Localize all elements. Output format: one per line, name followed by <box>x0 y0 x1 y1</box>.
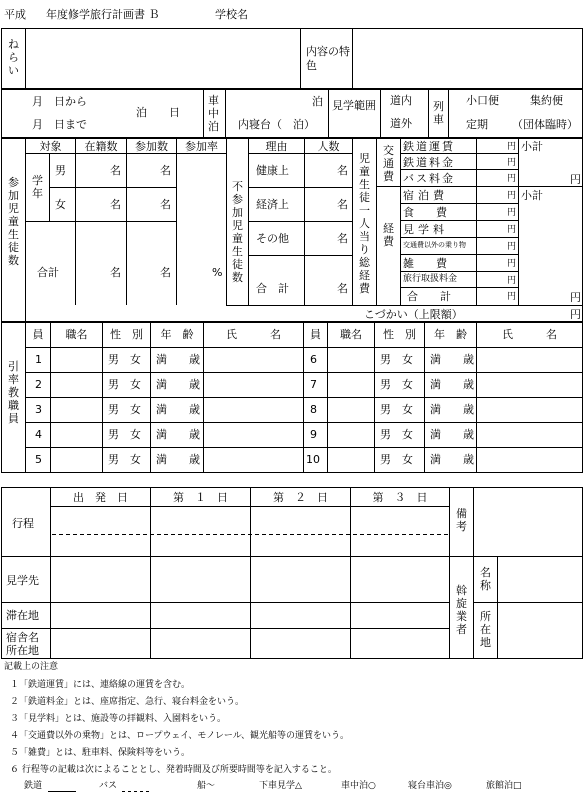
staff-col-age: 年 齢 <box>160 328 194 341</box>
unit-name: 名 <box>337 232 348 245</box>
yen-unit: 円 <box>507 191 517 201</box>
age-field: 満 歳 <box>156 378 200 391</box>
staff-col-gender: 性 別 <box>110 328 143 341</box>
staff-col-title: 職名 <box>340 328 362 341</box>
scope-out: 道外 <box>390 117 412 130</box>
visit-label: 見学先 <box>6 574 39 587</box>
yen-unit: 円 <box>507 276 517 286</box>
small-lot-option[interactable]: 小口便 <box>466 94 499 107</box>
gender-option[interactable]: 男 女 <box>108 378 141 391</box>
consolidated-option[interactable]: 集約便 <box>530 94 563 107</box>
day-3: 第 ３ 日 <box>372 491 428 504</box>
unit-name: 名 <box>160 198 171 211</box>
staff-row-number: 7 <box>310 378 317 391</box>
male-label: 男 <box>55 164 66 177</box>
gender-option[interactable]: 男 女 <box>380 353 413 366</box>
gender-option[interactable]: 男 女 <box>108 453 141 466</box>
gender-option[interactable]: 男 女 <box>108 353 141 366</box>
staff-col-title: 職名 <box>65 328 88 341</box>
yen-unit: 円 <box>570 173 581 186</box>
col-participating: 参加数 <box>135 140 168 153</box>
staff-row-number: 3 <box>35 403 42 416</box>
expense-label: 経費 <box>383 222 394 248</box>
unit-name: 名 <box>337 282 348 295</box>
subtotal-transport: 小計 <box>521 140 543 153</box>
yen-unit: 円 <box>570 291 581 304</box>
school-name-label: 学校名 <box>215 8 248 21</box>
note-line: ４「交通費以外の乗物」とは、ロープウェイ、モノレール、観光船等の運賃をいう。 <box>10 731 350 741</box>
col-rate: 参加率 <box>185 140 218 153</box>
item-lodging: 宿泊費 <box>403 189 448 202</box>
age-field: 満 歳 <box>156 428 200 441</box>
item-bus-charge: バス料金 <box>403 172 455 185</box>
notes-title: 記載上の注意 <box>4 662 59 672</box>
unit-name: 名 <box>337 198 348 211</box>
col-target: 対象 <box>39 140 62 153</box>
day-departure: 出 発 日 <box>73 491 128 504</box>
participants-label: 参加児童生徒数 <box>8 176 19 267</box>
subtotal-expense: 小計 <box>521 189 543 202</box>
lodging-name-label: 宿舎名 <box>6 631 39 644</box>
note-line: ３「見学料」とは、施設等の拝観料、入園料をいう。 <box>10 714 227 724</box>
nonparticipants-label: 不参加児童生徒数 <box>232 180 243 284</box>
item-rail-charge: 鉄道料金 <box>403 156 455 169</box>
agent-name-label: 名称 <box>480 566 491 592</box>
staff-row-number: 9 <box>310 428 317 441</box>
charter-option[interactable]: （団体臨時） <box>512 118 578 131</box>
unit-name: 名 <box>160 164 171 177</box>
legend-bus: バス <box>99 781 118 791</box>
regular-option[interactable]: 定期 <box>466 118 488 131</box>
legend-ship: 船〜 <box>197 781 216 791</box>
staff-row-number: 2 <box>35 378 42 391</box>
scope-in: 道内 <box>390 94 412 107</box>
reason-economic: 経済上 <box>256 198 289 211</box>
age-field: 満 歳 <box>156 353 200 366</box>
age-field: 満 歳 <box>430 428 474 441</box>
remarks-label: 備考 <box>456 507 467 533</box>
lodging-location-label: 所在地 <box>6 644 39 657</box>
gender-option[interactable]: 男 女 <box>108 428 141 441</box>
gender-option[interactable]: 男 女 <box>380 428 413 441</box>
yen-unit: 円 <box>507 158 517 168</box>
legend-car-night: 車中泊○ <box>341 781 376 791</box>
staff-col-name: 氏 名 <box>226 328 281 341</box>
staff-row-number: 8 <box>310 403 317 416</box>
gender-option[interactable]: 男 女 <box>108 403 141 416</box>
col-count: 人数 <box>317 140 340 153</box>
legend-sleeper: 寝台車泊◎ <box>408 781 452 791</box>
car-night-label: 車中泊 <box>208 94 219 133</box>
staff-row-number: 4 <box>35 428 42 441</box>
scope-label: 見学範囲 <box>332 99 376 112</box>
age-field: 満 歳 <box>156 403 200 416</box>
percent-sign: % <box>212 266 223 279</box>
yen-unit: 円 <box>507 208 517 218</box>
agent-location-label: 所在地 <box>480 610 491 649</box>
nights-days: 泊 日 <box>136 106 180 119</box>
unit-name: 名 <box>110 164 121 177</box>
note-line: ６ 行程等の記載は次によることとし、発着時間及び所要時間等を記入すること。 <box>10 765 337 775</box>
staff-col-no: 員 <box>32 328 44 341</box>
agent-label: 斡旋業者 <box>456 584 467 636</box>
gender-option[interactable]: 男 女 <box>380 453 413 466</box>
col-reason: 理由 <box>265 140 288 153</box>
staff-row-number: 6 <box>310 353 317 366</box>
unit-name: 名 <box>110 198 121 211</box>
yen-unit: 円 <box>507 292 517 302</box>
item-admission: 見学料 <box>403 223 448 236</box>
grade-label: 学年 <box>32 174 43 200</box>
staff-row-number: 10 <box>306 453 320 466</box>
reason-total: 合 計 <box>256 282 289 295</box>
age-field: 満 歳 <box>156 453 200 466</box>
female-label: 女 <box>55 198 66 211</box>
yen-unit: 円 <box>570 308 581 321</box>
content-feature-label: 内容の特色 <box>306 45 350 72</box>
transport-label: 交通費 <box>383 144 394 183</box>
content-feature-field[interactable] <box>353 29 582 88</box>
day-1: 第 １ 日 <box>173 491 228 504</box>
note-line: １「鉄道運賃」には、連絡線の運賃を含む。 <box>10 680 191 690</box>
age-field: 満 歳 <box>430 353 474 366</box>
date-to: 月 日まで <box>32 118 87 131</box>
staff-col-name: 氏 名 <box>502 328 557 341</box>
staff-col-gender: 性 別 <box>383 328 416 341</box>
item-agency-fee: 旅行取扱料金 <box>403 274 458 284</box>
yen-unit: 円 <box>507 242 517 252</box>
note-line: ５「雑費」とは、駐車料、保険料等をいう。 <box>10 748 191 758</box>
age-field: 満 歳 <box>430 453 474 466</box>
form-title: 年度修学旅行計画書 Ｂ <box>46 8 160 21</box>
staff-row-number: 5 <box>35 453 42 466</box>
col-enrolled: 在籍数 <box>84 140 118 153</box>
age-field: 満 歳 <box>430 403 474 416</box>
sleeper-nights: 内寝台（ 泊） <box>238 118 315 131</box>
aim-label: ねらい <box>8 38 19 77</box>
allowance-label: こづかい（上限額） <box>364 308 463 321</box>
total-label: 合計 <box>37 266 59 279</box>
day-2: 第 ２ 日 <box>273 491 328 504</box>
yen-unit: 円 <box>507 174 517 184</box>
stay-label: 滞在地 <box>6 609 39 622</box>
route-label: 行程 <box>12 517 34 530</box>
cost-per-student-label: 児童生徒一人当り総経費 <box>359 152 370 295</box>
age-field: 満 歳 <box>430 378 474 391</box>
yen-unit: 円 <box>507 142 517 152</box>
yen-unit: 円 <box>507 259 517 269</box>
legend-rail: 鉄道 <box>24 781 43 791</box>
unit-name: 名 <box>110 266 121 279</box>
unit-name: 名 <box>337 164 348 177</box>
legend-visit: 下車見学△ <box>259 781 302 791</box>
legend-inn: 旅館泊□ <box>486 781 522 791</box>
item-rail-fare: 鉄道運賃 <box>403 140 455 153</box>
item-other-vehicle: 交通費以外の乗り物 <box>403 241 466 249</box>
nights-count: 泊 <box>312 95 323 108</box>
item-meals: 食費 <box>403 206 469 219</box>
era-label: 平成 <box>4 8 26 21</box>
unit-name: 名 <box>160 266 171 279</box>
train-label: 列車 <box>433 100 444 126</box>
item-total: 合計 <box>407 290 473 303</box>
reason-health: 健康上 <box>256 164 289 177</box>
staff-col-no: 員 <box>310 328 321 341</box>
yen-unit: 円 <box>507 225 517 235</box>
item-misc: 雑費 <box>403 257 469 270</box>
staff-col-age: 年 齢 <box>434 328 467 341</box>
date-from: 月 日から <box>32 95 87 108</box>
aim-field[interactable] <box>26 29 300 88</box>
gender-option[interactable]: 男 女 <box>380 378 413 391</box>
staff-row-number: 1 <box>35 353 42 366</box>
reason-other: その他 <box>256 232 289 245</box>
note-line: ２「鉄道料金」とは、座席指定、急行、寝台料金をいう。 <box>10 697 245 707</box>
staff-label: 引率教職員 <box>8 360 19 425</box>
gender-option[interactable]: 男 女 <box>380 403 413 416</box>
